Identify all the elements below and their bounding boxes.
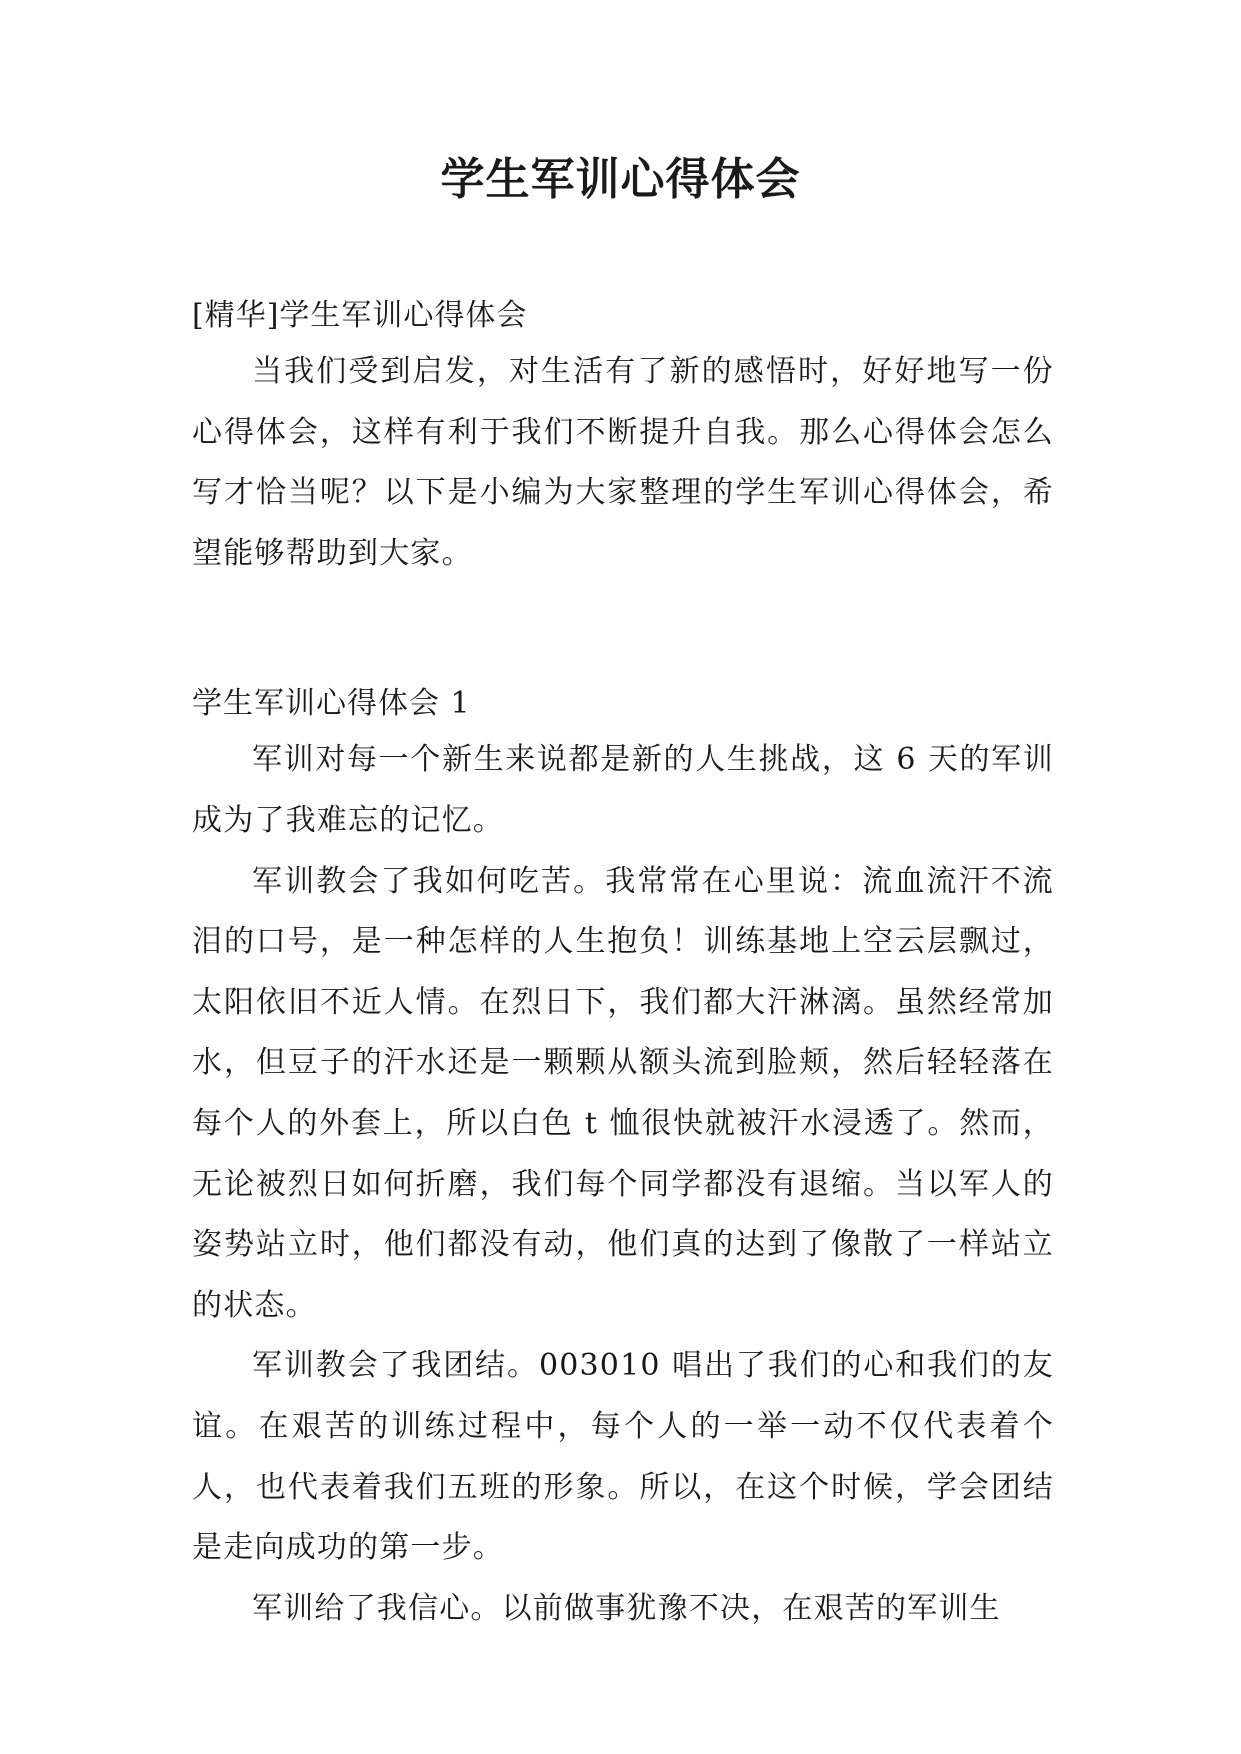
section-heading: 学生军训心得体会 1 bbox=[192, 686, 471, 722]
body-paragraph-2: 军训教会了我如何吃苦。我常常在心里说：流血流汗不流泪的口号，是一种怎样的人生抱负！训练基地上空云层飘过，太阳依旧不近人情。在烈日下，我们都大汗淋漓。虽然经常加水，但豆子的汗水还是一颗颗从额头流到脸颊，然后轻轻落在每个人的外套上，所以白色 t 恤很快就被汗水浸透了。然而，无论被烈日如何折磨，我们每个同学都没有退缩。当以军人的姿势站立时，他们都没有动，他们真的达到了像散了一样站立的状态。 bbox=[192, 863, 1054, 1323]
body-paragraph-4: 军训给了我信心。以前做事犹豫不决，在艰苦的军训生 bbox=[252, 1590, 1001, 1626]
body-paragraph-1: 军训对每一个新生来说都是新的人生挑战，这 6 天的军训成为了我难忘的记忆。 bbox=[192, 742, 1054, 838]
document-body bbox=[192, 290, 1054, 1639]
document-title: 学生军训心得体会 bbox=[440, 154, 801, 205]
document-subtitle: [精华]学生军训心得体会 bbox=[192, 298, 528, 333]
intro-paragraph: 当我们受到启发，对生活有了新的感悟时，好好地写一份心得体会，这样有利于我们不断提升自我。那么心得体会怎么写才恰当呢？以下是小编为大家整理的学生军训心得体会，希望能够帮助到大家。 bbox=[192, 354, 1054, 571]
body-paragraph-3: 军训教会了我团结。003010 唱出了我们的心和我们的友谊。在艰苦的训练过程中，每个人的一举一动不仅代表着个人，也代表着我们五班的形象。所以，在这个时候，学会团结是走向成功的第一步。 bbox=[192, 1348, 1054, 1566]
